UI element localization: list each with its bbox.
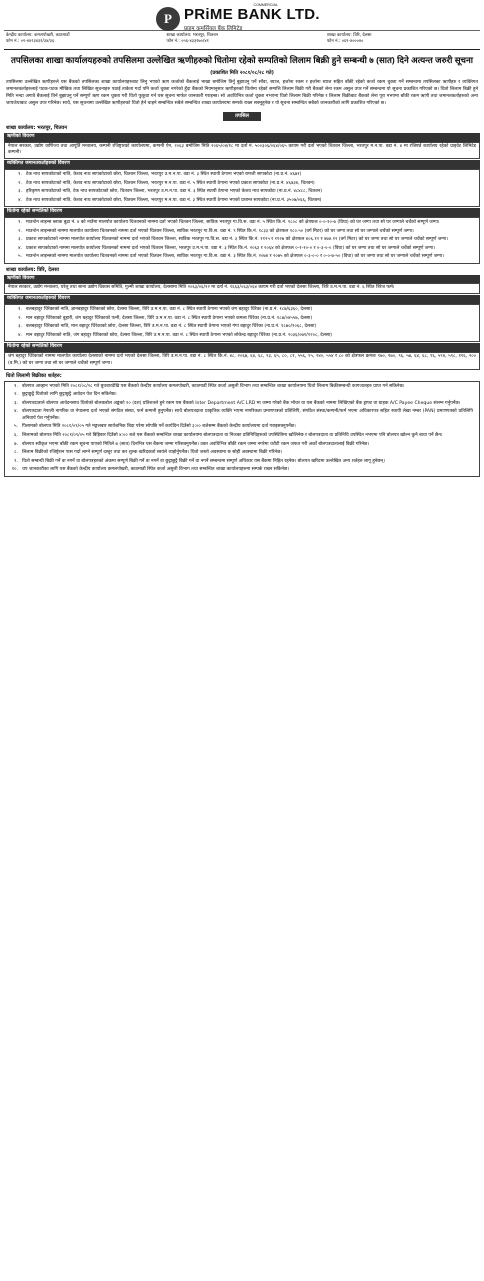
bank-logo-icon: P [156,7,180,31]
collateral-details: जंग बहादुर थिंरेकाको नाममा मालपोत कार्यालय देलसाको नाममा दर्ता भएको देलसा जिल्ला, त्रिरि उ.म.न.पा. वडा नं. ८ स्थित कि.नं. ४८, २०६७, ६४, ६८, ९३, ६५, ८०, ८१, ५५६, ९५, २४०, ५५४ र ८० को क्षेत्रफल क्रमशः १७०, १७०, ९६, ५७, ६४, ६८, ९६, ५९४, ५९८, ११६, २०० (व.मि.) को घर जग्गा तथा सो घर जग्गाले चर्चेको सम्पूर्ण जग्गा। [4,352,480,370]
list-item: ३. हरिकृष्ण सापकोटाको नाति, टेक नाथ सापकोटाको छोरा, चितवन जिल्ला, भरतपुर उ.म.न.पा. वडा नं. ३ स्थित स्थायी ठेगाना भएको केशव नाथ सापकोटा (ना.प्र.नं. ४८४८८, चितवन) [18,189,323,195]
notice-intro: तपसिलमा उल्लेखित ऋणीहरुले यस बैंकको तपसिलका शाखा कार्यालयहरुबाट लिनु भएको ऋण कर्जाको बैंकलाई भाखा बमोजिम तिर्नु बुझाउनु पर्ने साँवा, ब्याज, हर्जाना रकम र हर्जाना ब्याज सहित बाँकी रहेको कर्जा रकम चुक्ता गर्ने सम्बन्धमा तपसिलका ऋणीहरु र व्यक्तिगत जमानतकर्ताहरुलाई पटक-पटक मौखिक तथा लिखित सूचनाहरु पठाई ताकेता गर्दा पनि कर्जा चुक्ता नगरेको हुँदा बैंकको नियमानुसार ऋणीहरुको धितोमा रहेको सम्पत्ति लिलाम बिक्री गरी बैंकको लेना रकम असुल उपर गर्ने सम्बन्धमा यो सूचना प्रकाशित गरिएको छ। धितो लिलाम बिक्री हुने मिति भन्दा अगावै बैंकलाई तिर्न बुझाउनु पर्ने सम्पूर्ण ऋण रकम चुक्ता गरी धितो फुकुवा गर्न यस सूचना मार्फत जानकारी गराइन्छ। सो अवधिभित्र कर्जा चुक्ता नभएमा धितो लिलाम बिक्री गरिनेछ र लिलाम बिक्रीबाट बैंकको लेना पूरा नभएमा बाँकी रकम ऋणी तथा जमानतकर्ताहरुको अन्य जायजेथाबाट असुल उपर गरिनेछ। साथै, यस सूचनामा उल्लेखित ऋणीहरुको धितो हेर्न चाहने सम्बन्धित सबैले सम्बन्धित शाखा कार्यालयमा सम्पर्क राख्न सक्नुहुनेछ र यो सूचना सम्बन्धित सबैको जानकारीको लागि प्रकाशित गरिएको छ। [6,80,478,106]
guarantor-heading: व्यक्तिगत जमानतकर्ताहरुको विवरण [4,160,480,169]
notice-title: तपसिलका शाखा कार्यालयहरुको तपसिलमा उल्लेखित ऋणीहरुको धितोमा रहेको सम्पतिको लिलाम बिक्री हुने सम्बन्धी ७ (सात) दिने अत्यन्त जरुरी सूचना [10,55,474,66]
list-item: ३. बलबहादुर थिंरेकाको नाति, मान बहादुर थिंरेकाको छोरा, देलसा जिल्ला, त्रिरि उ.म.न.पा. वडा नं. ८ स्थित स्थायी ठेगाना भएको गंगा बहादुर थिंरेका (ना.प्र.नं. १८७०/१०६८, देलसा) [18,324,317,330]
branch-label: शाखा कार्यालय: भरतपुर, चितवन [6,124,67,131]
bank-name: PRiME BANK LTD. [184,6,320,23]
guarantor-heading: व्यक्तिगत जमानतकर्ताहरुको विवरण [4,295,480,304]
tapsil-label: तपसिल [223,112,261,121]
list-item: २. माउन्टेन लाइन्सको नाममा मालपोत कार्यालय चितवनको नाममा दर्ता भएको चितवन जिल्ला, साविक भरतपुर गा.वि.स. वडा नं. ९ स्थित कि.नं. १८३३ को क्षेत्रफल २८०.५० (वर्ग मिटर) को घर जग्गा तथा सो घर जग्गाले चर्चेको सम्पूर्ण जग्गा। [18,228,414,234]
collateral-heading: धितोमा रहेको सम्पतिको विवरण [4,343,480,352]
divider [4,49,480,50]
guarantor-list [4,304,480,342]
bank-logo [156,4,320,34]
list-item: २. छुट्टाछुट्टै धितोको लागि छुट्टाछुट्टै आवेदन पेश दिन सकिनेछ। [14,392,117,398]
terms-title: धितो लिलामी बिक्रीका शर्तहरु: [6,372,62,379]
borrower-heading: ऋणीको विवरण [4,133,480,142]
list-item: ५. पिलामको बोलपत्र मिति २०८१/०९/०५ गते मङ्गलबार सार्वजनिक बिदा परेमा सोपछि पर्ने कार्यदिन दिउँसो ३:०० बजेसम्म बैंकको केन्द्रीय कार्यालयमा दर्ता गराइसक्नुपर्नेछ। [14,424,296,430]
list-item: ५. माउन्टेन लाइन्सको नाममा मालपोत कार्यालय चितवनको नाममा दर्ता भएको चितवन जिल्ला, साविक भरतपुर गा.वि.स. वडा नं. ३ स्थित कि.नं. २०७४ र २०७५ को क्षेत्रफल ०-३-०-० र ०-०-७-५० (विघा) को घर जग्गा तथा सो घर जग्गाले चर्चेको सम्पूर्ण जग्गा। [18,254,444,260]
bank-header [4,2,480,33]
list-item: ४. मान बहादुर थिंरेकाको नाति, जंग बहादुर थिंरेकाको छोरा, देलसा जिल्ला, त्रिरि उ.म.न.पा. वडा नं. ८ स्थित स्थायी ठेगाना भएको लोकेन्द्र बहादुर थिंरेका (ना.प्र.नं. २०३६/०७१/१२०८, देलसा) [18,332,332,338]
office-central: केन्द्रीय कार्यालय: कमलपोखरी, काठमाडौं फोन नं.: ०१-४४२३४३२/३४/३६ [6,33,70,45]
collateral-heading: धितोमा रहेको सम्पतिको विवरण [4,208,480,217]
branch-section [4,267,480,370]
list-item: ७. बोलपत्र स्वीकृत भएमा बाँकी रकम सूचना पाएको मितिले ७ (सात) दिनभित्र यस बैंकमा जम्मा गरिसक्नुपर्नेछ। उक्त अवधिभित्र बाँकी रकम जम्मा नगरेमा धरौटी रकम जफत गरी अर्को बोलपत्रदातालाई बिक्री गरिनेछ। [14,441,370,447]
office-bharatpur: शाखा कार्यालय: भरतपुर, चितवन फोन नं.: ०५६-४३३२७०/४१ [166,33,218,45]
branch-section [4,125,480,264]
list-item: १. टेक नाथ सापकोटाको नाति, केशव नाथ सापकोटाको छोरा, चितवन जिल्ला, भरतपुर उ.म.न.पा. वडा नं. ३ स्थित स्थायी ठेगाना भएको रामजी सापकोटा (ना.प्र.नं. ४६७१) [18,172,302,178]
auction-terms [4,373,480,477]
list-item: १. माउन्टेन लाइन्स ब्लाक बुढा नं. ४ को नाउँमा मालपोत कार्यालय चितवनको नाममा दर्ता भएको चितवन जिल्ला, साविक भरतपुर गा.वि.स. वडा नं. ५ स्थित कि.नं. १८०८ को क्षेत्रफल ०-०-१०-७ (विघा) को घर जग्गा तथा सो घर जग्गाले चर्चेको सम्पूर्ण जग्गा। [18,220,440,225]
list-item: ८. लिलाम बिक्रीको रजिष्ट्रेशन पास गर्दा लाग्ने सम्पूर्ण दस्तुर तथा कर शुल्क खरिदकर्ता स्वयंले व्यहोर्नुपर्नेछ। धितो जस्तो अवस्थामा छ सोही अवस्थामा बिक्री गरिनेछ। [14,450,283,456]
notice-page [4,2,480,477]
office-delsa: शाखा कार्यालय: त्रिरि, देलसा फोन नं.: ०६१-४०००४० [326,33,372,45]
published-date: (प्रकाशित मिति २०८१/०८/२८ गते) [210,69,274,76]
collateral-list [4,217,480,264]
list-item: ९. धितो सम्बन्धी बिक्री गर्ने वा नगर्ने वा बोलपत्रहरुको अंकमा सम्पूर्ण बिक्री गर्ने वा नगर्ने वा छुट्टाछुट्टै बिक्री गर्ने वा नगर्ने सम्बन्धमा सम्पूर्ण अधिकार यस बैंकमा निहित रहनेछ। बोलपत्र खरिदमा उल्लेखित अन्य शर्तहरु लागू हुनेछन्। [14,458,385,464]
list-item: १. बलबहादुर थिंरेकाको नाति, ज्ञानबहादुर थिंरेकाको छोरा, देलसा जिल्ला, त्रिरि उ.म.न.पा. वडा नं. ८ स्थित स्थायी ठेगाना भएको जंग बहादुर थिंरेका (ना.प्र.नं. १८७/६३६०, देलसा) [18,307,313,313]
bank-commercial-label: COMMERCIAL [253,3,278,7]
list-item: ४. प्रकाश सापकोटाको नाममा मालपोत कार्यालय चितवनको नाममा दर्ता भएको चितवन जिल्ला, भरतपुर उ.म.न.पा. वडा नं. ३ स्थित कि.नं. २०६३ र २०६४ को क्षेत्रफल ०-१-१०-० र ०-३-०-० (विघा) को घर जग्गा तथा सो घर जग्गाले चर्चेको सम्पूर्ण जग्गा। [18,245,436,251]
list-item: १०. थप जानकारीका लागि यस बैंकको केन्द्रीय कार्यालय कमलपोखरी, काठमाडौं स्थित कर्जा असुली विभाग तथा सम्बन्धित शाखा कार्यालयहरुमा सम्पर्क राख्न सकिनेछ। [11,467,289,473]
list-item: ६. लिलामको बोलपत्र मिति २०८१/०९/०५ गते बिहिबार दिउँसो ४:०० बजे यस बैंकको सम्बन्धित शाखा कार्यालयमा बोलपत्रदाता वा निजका प्रतिनिधिहरुको उपस्थितिमा खोलिनेछ र बोलपत्रदाता वा प्रतिनिधि उपस्थित नभएमा पनि बोलपत्र खोल्न कुनै बाधा पर्ने छैन। [14,432,443,438]
list-item: ४. बोलपत्रदाता नेपाली नागरिक वा नेपालमा दर्ता भएको संगठित संस्था, फर्म कम्पनी हुनुपर्नेछ। साथै बोलपत्रदाता प्राकृतिक व्यक्ति भएमा नागरिकता प्रमाणपत्रको प्रतिलिपि, संगठित संस्था/कम्पनी/फर्म भएमा अधिकारपत्र सहित स्थायी लेखा नम्बर (PAN) प्रमाणपत्रको प्रतिलिपि अनिवार्य पेश गर्नुपर्नेछ। [14,409,473,421]
list-item: ३. प्रकाश सापकोटाको नाममा मालपोत कार्यालय चितवनको नाममा दर्ता भएको चितवन जिल्ला, साविक भरतपुर गा.वि.स. वडा नं. ३ स्थित कि.नं. ११२५ र ११२७ को क्षेत्रफल ४०६.१२ र ४७४.१२ (वर्ग मिटर) को घर जग्गा तथा सो घर जग्गाले चर्चेको सम्पूर्ण जग्गा। [18,237,449,243]
list-item: २. टेक नाथ सापकोटाको नाति, केशव नाथ सापकोटाको छोरा, चितवन जिल्ला, भरतपुर म.न.पा. वडा नं. ५ स्थित स्थायी ठेगाना भएको प्रकाश सापकोटा (ना.प्र.नं. ४६७३४, चितवन) [18,180,315,186]
bank-name-nepali: प्राइम कमर्सियल बैंक लिमिटेड [184,26,243,33]
branch-label: शाखा कार्यालय: त्रिरि, देलसा [6,266,59,273]
list-item: २. मान बहादुर थिंरेकाको बुहारी, जंग बहादुर थिंरेकाको पत्नी, देलसा जिल्ला, त्रिरि उ.म.न.पा. वडा नं. ८ स्थित स्थायी ठेगाना भएको कमला थिंरेका (ना.प्र.नं. १८७/०४५५७, देलसा) [18,315,313,321]
borrower-heading: ऋणीको विवरण [4,275,480,284]
list-item: ३. बोलपत्रदाताले बोलपत्र आवेदनसाथ धितोको बोलकबोल अङ्कको १० (दश) प्रतिशतले हुने रकम यस बैंकको Inter Department A/C LRD मा जम्मा गरेको बैंक भौचर वा यस बैंकको नाममा लिखिएको बैंक ड्राफ्ट वा ग्राहक A/C Payee Cheque संलग्न गर्नुपर्नेछ। [14,400,461,406]
guarantor-list [4,169,480,207]
list-item: १. बोलपत्र आव्हान भएको मिति २०८१/०८/२८ गते बुधबारदेखि यस बैंकको केन्द्रीय कार्यालय कमलपोखरी, काठमाडौं स्थित कर्जा असुली विभाग तथा सम्बन्धित शाखा कार्यालयमा धितो लिलाम बिक्रीसम्बन्धी कागजातहरु प्राप्त गर्न सकिनेछ। [14,383,405,389]
borrower-details: नेपाल सरकार, उद्योग वाणिज्य तथा आपूर्ति मन्त्रालय, कम्पनी रजिष्ट्रारको कार्यालयमा, कम्पनी ऐन, २०६३ बमोजिम मिति २०६५/०४/१८ मा दर्ता नं. ५००३०६/०६४/०६५ कायम गरी दर्ता भएको चितवन जिल्ला, भरतपुर म.न.पा. वडा नं. ४ मा रजिष्टर्ड कार्यालय रहेको प्राइवेट लिमिटेड कम्पनी। [4,142,480,160]
list-item: ४. टेक नाथ सापकोटाको नाति, केशव नाथ सापकोटाको छोरा, चितवन जिल्ला, भरतपुर म.न.पा. वडा नं. ३ स्थित स्थायी ठेगाना भएको प्रशान्त सापकोटा (ना.प्र.नं. ३५०७/०६६, चितवन) [18,197,322,203]
borrower-details: नेपाल सरकार, उद्योग मन्त्रालय, घरेलु तथा साना उद्योग विकास समिति, गुल्मी शाखा कार्यालय, देलसामा मिति २०६३/०६/१२ मा दर्ता नं. १६६३/०६३/०६४ कायम गरी दर्ता भएको देलसा जिल्ला, त्रिरि उ.म.न.पा. वडा नं. ६ स्थित त्रिरेज फर्म। [4,283,480,294]
